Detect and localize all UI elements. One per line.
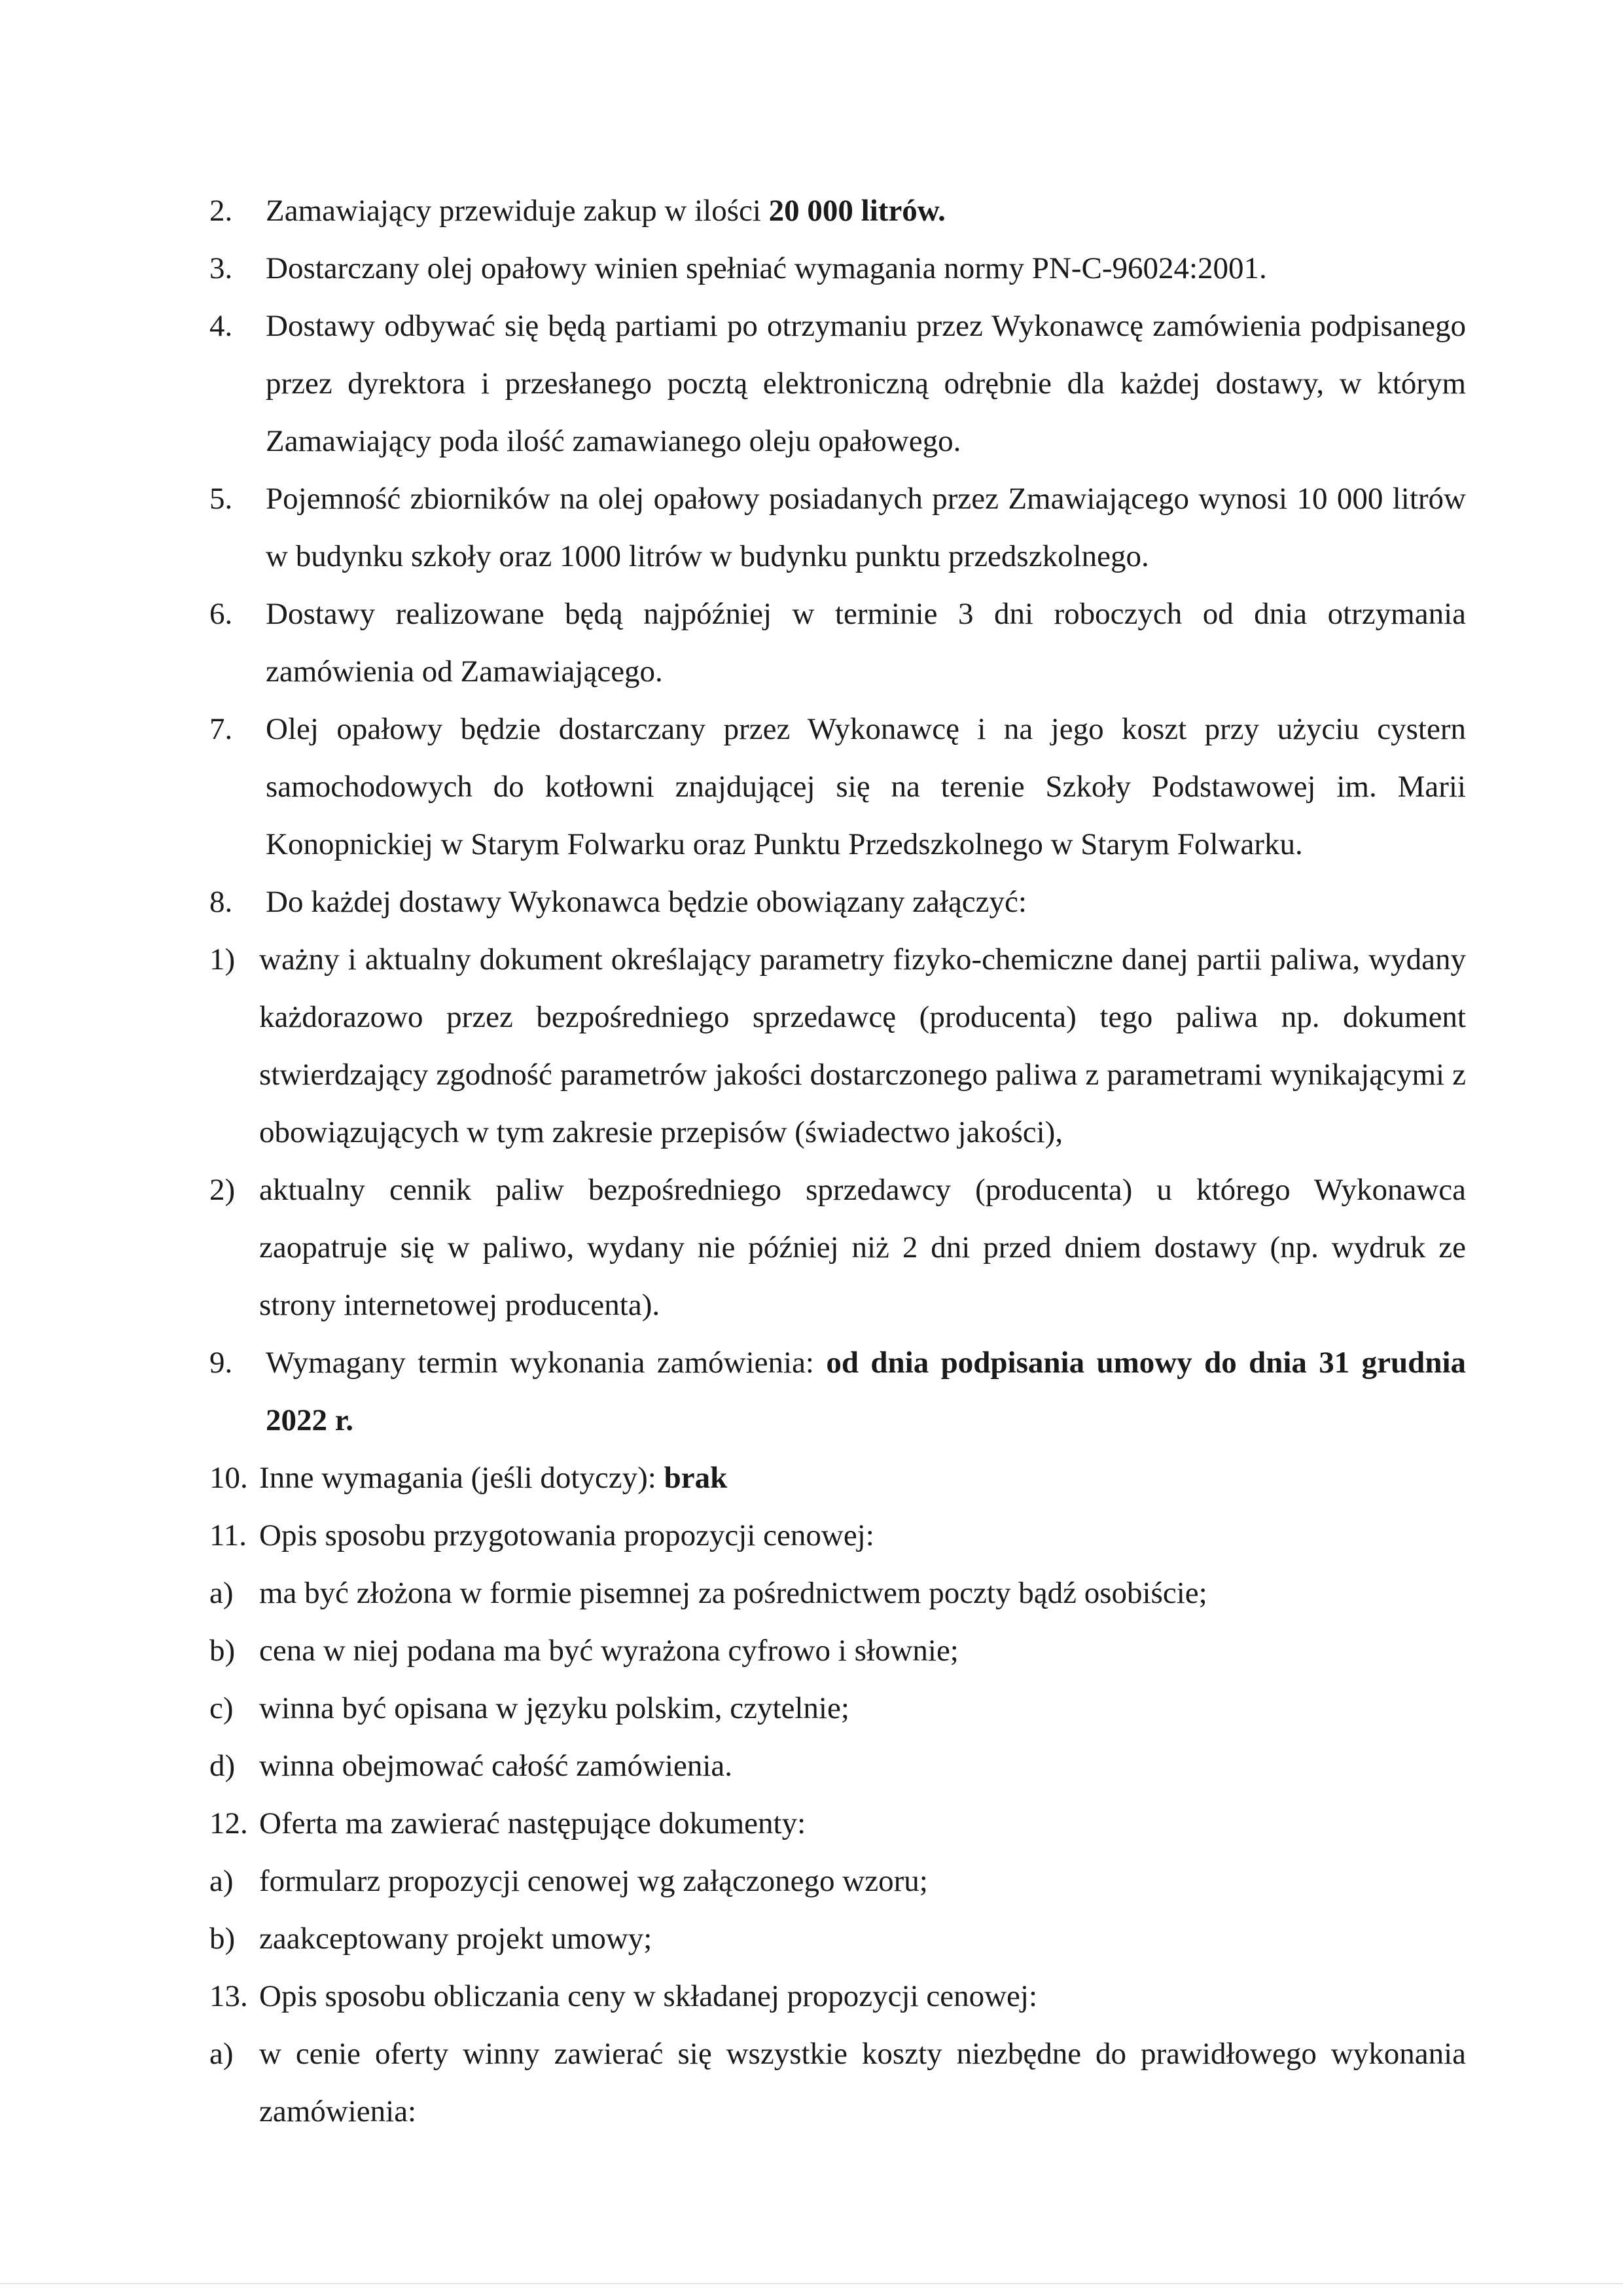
list-item bbox=[209, 700, 1466, 873]
item-number: 6. bbox=[209, 597, 233, 631]
item-number: 12. bbox=[209, 1806, 248, 1840]
text-segment: Dostarczany olej opałowy winien spełniać wymagania normy PN-C-96024:2001. bbox=[266, 251, 1267, 285]
text-segment: Zamawiający przewiduje zakup w ilości bbox=[266, 194, 769, 228]
text-segment: Do każdej dostawy Wykonawca będzie obowiązany załączyć: bbox=[266, 885, 1027, 919]
item-text bbox=[259, 1910, 1466, 1967]
item-number: 4. bbox=[209, 309, 233, 343]
list-item bbox=[209, 873, 1466, 931]
text-segment: Olej opałowy będzie dostarczany przez Wykonawcę i na jego koszt przy użyciu cystern samochodowych do kotłowni znajdującej się na terenie Szkoły Podstawowej im. Marii Konopnickiej w Starym Folwarku oraz Punktu Przedszkolnego w Starym Folwarku. bbox=[266, 712, 1466, 861]
sub-list-item bbox=[209, 1622, 1466, 1679]
item-text bbox=[266, 585, 1466, 700]
bold-text: od dnia podpisania umowy do dnia 31 grudnia 2022 r. bbox=[266, 1346, 1467, 1437]
item-text bbox=[259, 1737, 1466, 1795]
list-item bbox=[209, 1449, 1466, 1507]
item-text bbox=[266, 700, 1466, 873]
list-item bbox=[209, 470, 1466, 585]
item-text bbox=[259, 1679, 1466, 1737]
item-text bbox=[266, 297, 1466, 470]
list-item bbox=[209, 1795, 1466, 1852]
item-text bbox=[259, 1564, 1466, 1622]
list-item bbox=[209, 1967, 1466, 2025]
bold-text: brak bbox=[664, 1461, 728, 1495]
item-number: 1) bbox=[209, 942, 236, 977]
sub-list-item bbox=[209, 1679, 1466, 1737]
sub-list-item bbox=[209, 1737, 1466, 1795]
item-text bbox=[266, 470, 1466, 585]
sub-list-item bbox=[209, 2025, 1466, 2140]
item-number: 2) bbox=[209, 1173, 236, 1207]
item-number: d) bbox=[209, 1749, 236, 1783]
item-number: 8. bbox=[209, 885, 233, 919]
text-segment: ważny i aktualny dokument określający parametry fizyko-chemiczne danej partii paliwa, wydany każdorazowo przez bezpośredniego sprzedawcę (producenta) tego paliwa np. dokument stwierdzający zgodność parametrów jakości dostarczonego paliwa z parametrami wynikającymi z obowiązujących w tym zakresie przepisów (świadectwo jakości), bbox=[259, 942, 1466, 1149]
item-number: b) bbox=[209, 1634, 236, 1668]
item-number: a) bbox=[209, 1864, 234, 1898]
item-number: c) bbox=[209, 1691, 234, 1725]
text-segment: w cenie oferty winny zawierać się wszystkie koszty niezbędne do prawidłowego wykonania zamówienia: bbox=[259, 2037, 1466, 2128]
text-segment: Wymagany termin wykonania zamówienia: bbox=[266, 1346, 827, 1380]
text-segment: winna być opisana w języku polskim, czytelnie; bbox=[259, 1691, 849, 1725]
text-segment: winna obejmować całość zamówienia. bbox=[259, 1749, 732, 1783]
item-number: 3. bbox=[209, 251, 233, 285]
item-text bbox=[266, 873, 1466, 931]
item-number: b) bbox=[209, 1922, 236, 1956]
item-text bbox=[259, 1967, 1466, 2025]
text-segment: Opis sposobu obliczania ceny w składanej propozycji cenowej: bbox=[259, 1979, 1038, 2013]
item-text bbox=[266, 240, 1466, 297]
text-segment: cena w niej podana ma być wyrażona cyfrowo i słownie; bbox=[259, 1634, 959, 1668]
list-item bbox=[209, 240, 1466, 297]
bold-text: 20 000 litrów. bbox=[768, 194, 946, 228]
item-number: 7. bbox=[209, 712, 233, 746]
text-segment: Oferta ma zawierać następujące dokumenty: bbox=[259, 1806, 806, 1840]
item-number: 2. bbox=[209, 194, 233, 228]
sub-list-item bbox=[209, 1564, 1466, 1622]
document-body bbox=[209, 182, 1466, 2140]
item-text bbox=[266, 1334, 1466, 1449]
text-segment: formularz propozycji cenowej wg załączonego wzoru; bbox=[259, 1864, 928, 1898]
item-number: a) bbox=[209, 1576, 234, 1610]
item-number: 10. bbox=[209, 1461, 248, 1495]
sub-list-item bbox=[209, 1910, 1466, 1967]
item-text bbox=[259, 1507, 1466, 1564]
item-text bbox=[259, 1852, 1466, 1910]
text-segment: Pojemność zbiorników na olej opałowy posiadanych przez Zmawiającego wynosi 10 000 litrów w budynku szkoły oraz 1000 litrów w budynku punktu przedszkolnego. bbox=[266, 482, 1466, 573]
item-text bbox=[259, 1622, 1466, 1679]
item-text bbox=[266, 182, 1466, 240]
list-item bbox=[209, 182, 1466, 240]
item-text bbox=[259, 1161, 1466, 1334]
item-number: a) bbox=[209, 2037, 234, 2071]
item-number: 9. bbox=[209, 1346, 233, 1380]
page-bottom-edge bbox=[0, 2283, 1623, 2284]
item-number: 13. bbox=[209, 1979, 248, 2013]
text-segment: Opis sposobu przygotowania propozycji cenowej: bbox=[259, 1518, 874, 1552]
item-text bbox=[259, 1449, 1466, 1507]
item-text bbox=[259, 2025, 1466, 2140]
list-item bbox=[209, 297, 1466, 470]
text-segment: zaakceptowany projekt umowy; bbox=[259, 1922, 652, 1956]
text-segment: Dostawy odbywać się będą partiami po otrzymaniu przez Wykonawcę zamówienia podpisanego przez dyrektora i przesłanego pocztą elektroniczną odrębnie dla każdej dostawy, w którym Zamawiający poda ilość zamawianego oleju opałowego. bbox=[266, 309, 1466, 458]
item-text bbox=[259, 1795, 1466, 1852]
text-segment: aktualny cennik paliw bezpośredniego sprzedawcy (producenta) u którego Wykonawca zaopatruje się w paliwo, wydany nie później niż 2 dni przed dniem dostawy (np. wydruk ze strony internetowej producenta). bbox=[259, 1173, 1466, 1322]
item-text bbox=[259, 931, 1466, 1161]
sub-list-item bbox=[209, 931, 1466, 1161]
list-item bbox=[209, 1507, 1466, 1564]
sub-list-item bbox=[209, 1852, 1466, 1910]
list-item bbox=[209, 1334, 1466, 1449]
item-number: 5. bbox=[209, 482, 233, 516]
text-segment: ma być złożona w formie pisemnej za pośrednictwem poczty bądź osobiście; bbox=[259, 1576, 1207, 1610]
text-segment: Inne wymagania (jeśli dotyczy): bbox=[259, 1461, 664, 1495]
text-segment: Dostawy realizowane będą najpóźniej w terminie 3 dni roboczych od dnia otrzymania zamówienia od Zamawiającego. bbox=[266, 597, 1466, 689]
sub-list-item bbox=[209, 1161, 1466, 1334]
item-number: 11. bbox=[209, 1518, 247, 1552]
list-item bbox=[209, 585, 1466, 700]
